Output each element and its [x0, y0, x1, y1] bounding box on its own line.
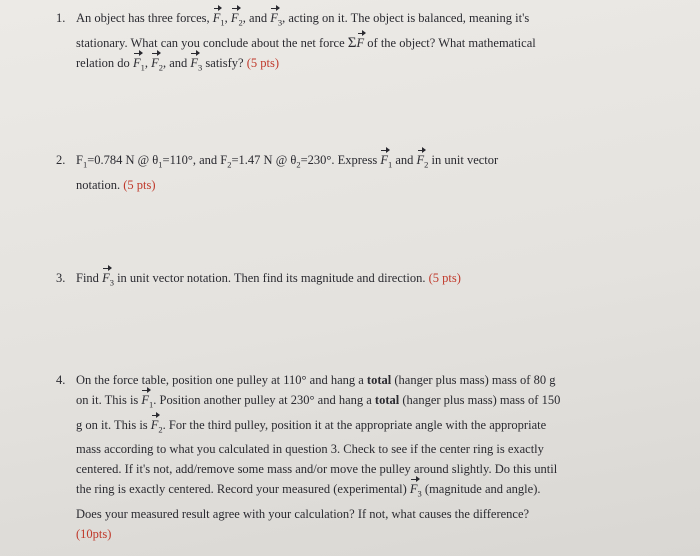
- question-line: $F_1=0.784$ N @ $\theta_1=110^\circ$, and $F_2=1.47$ N @ $\theta_2=230^\circ$. Express $F_1$ and $F_2$ in unit vector: [76, 150, 636, 175]
- points-label: (5 pts): [123, 177, 156, 192]
- question-number: 2.: [56, 153, 66, 167]
- question-line: On the force table, position one pulley at 110° and hang a total (hanger plus mass) mass of 80 g: [76, 373, 556, 387]
- question-line: the ring is exactly centered. Record your measured (experimental) $F_3$ (magnitude and angle).: [76, 479, 656, 504]
- question-line: Does your measured result agree with your calculation? If not, what causes the difference?: [76, 506, 530, 521]
- question-number: 1.: [56, 11, 66, 25]
- points-label: (5 pts): [428, 271, 461, 285]
- question-line: g on it. This is $F_2$. For the third pulley, position it at the appropriate angle with the appropriate: [76, 415, 656, 440]
- question-line: on it. This is $F_1$. Position another pulley at 230° and hang a total (hanger plus mass) mass of 150: [76, 390, 656, 415]
- question-number: 3.: [56, 271, 66, 285]
- question-line: mass according to what you calculated in question 3. Check to see if the center ring is exactly: [76, 442, 544, 456]
- question-text: [76, 370, 656, 544]
- question-line: An object has three forces, $F_1$, $F_2$, and $F_3$, acting on it. The object is balanced, meaning it's: [76, 8, 636, 33]
- question-line: relation do $F_1$, $F_2$, and $F_3$ satisfy? (5 pts): [76, 53, 636, 78]
- question-line: [76, 524, 656, 544]
- question-line: centered. If it's not, add/remove some mass and/or move the pulley around slightly. Do this until: [76, 462, 558, 476]
- question-text: [76, 150, 636, 195]
- question-number: 4.: [56, 373, 66, 387]
- question-text: [76, 268, 636, 293]
- points-label: (10pts): [76, 526, 112, 541]
- question-text: [76, 8, 636, 77]
- question-line: stationary. What can you conclude about the net force ΣF of the object? What mathematical: [76, 34, 536, 51]
- question-line: notation. (5 pts): [76, 177, 156, 192]
- question-line: Find $F_3$ in unit vector notation. Then find its magnitude and direction. (5 pts): [76, 268, 636, 293]
- points-label: (5 pts): [246, 55, 280, 70]
